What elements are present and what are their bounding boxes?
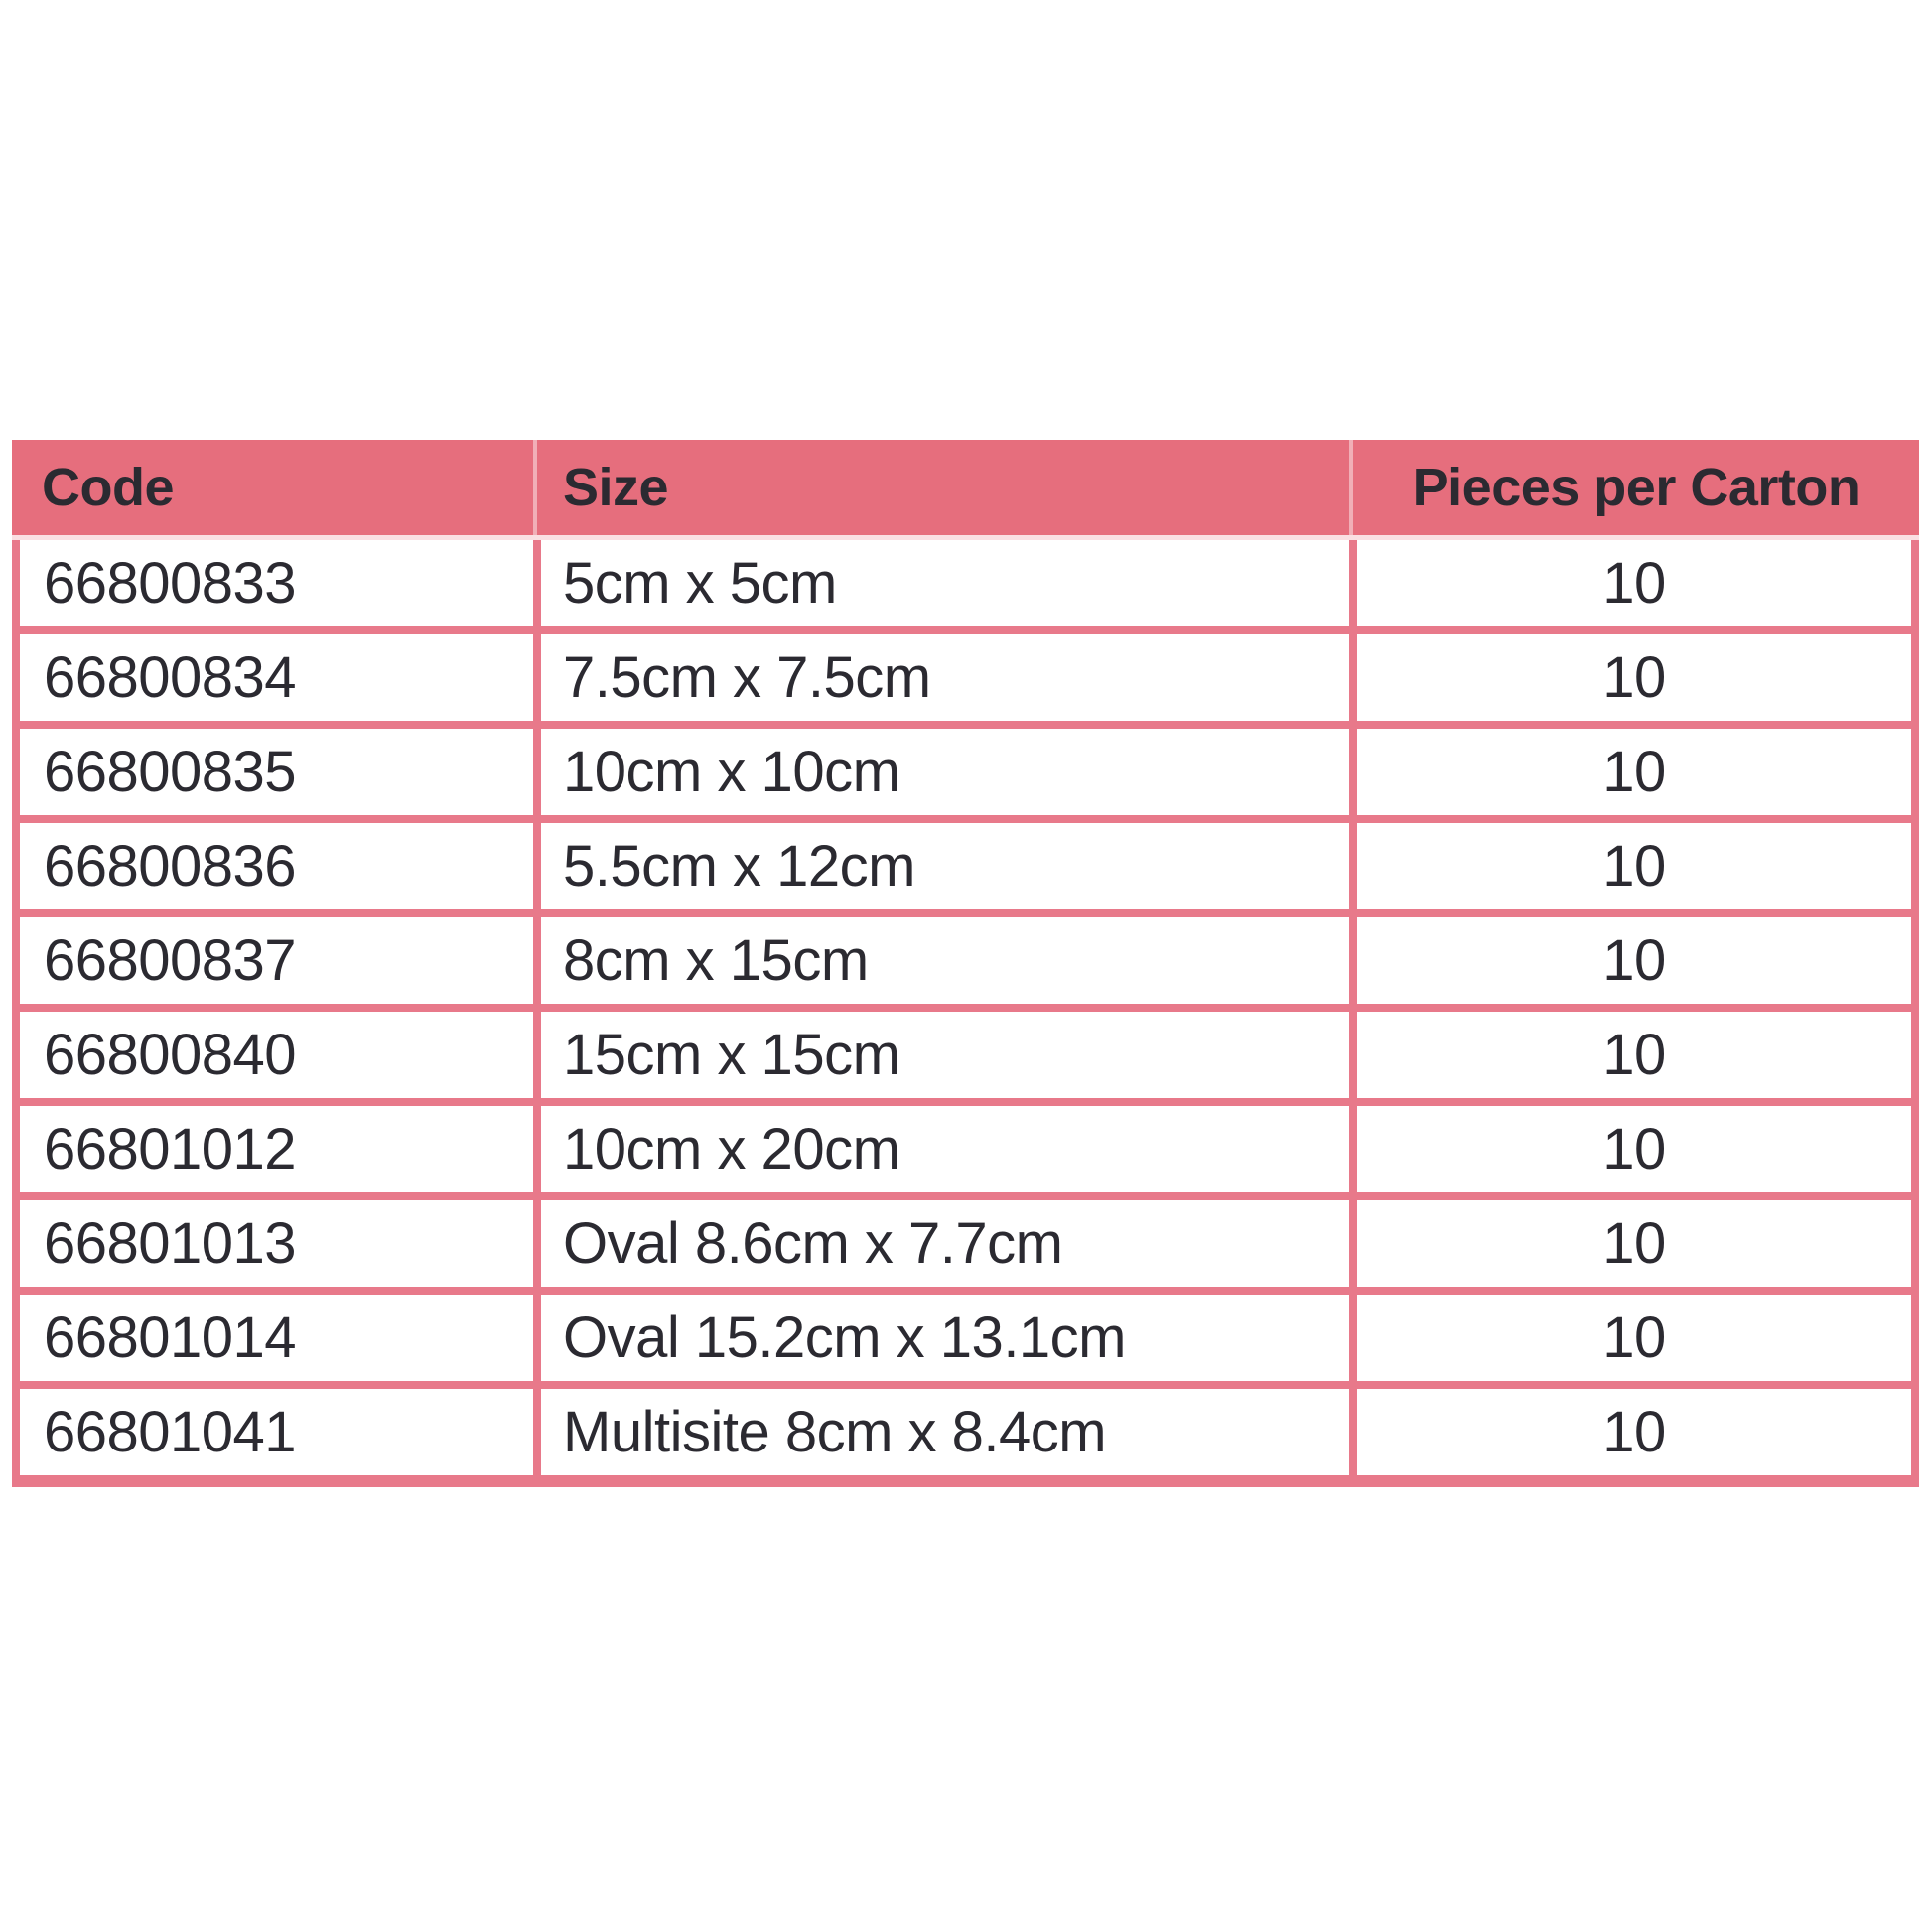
size-cell: 10cm x 10cm	[541, 729, 1349, 815]
code-cell: 66800833	[20, 540, 533, 626]
pieces-cell: 10	[1357, 1389, 1911, 1475]
header-code: Code	[42, 458, 174, 517]
pieces-cell: 10	[1357, 540, 1911, 626]
header-size: Size	[533, 440, 1349, 535]
code-cell: 66800840	[20, 1012, 533, 1098]
size-cell: Multisite 8cm x 8.4cm	[541, 1389, 1349, 1475]
pieces-cell: 10	[1357, 1295, 1911, 1381]
code-cell: 66801041	[20, 1389, 533, 1475]
code-cell: 66800836	[20, 823, 533, 909]
pieces-cell: 10	[1357, 917, 1911, 1004]
size-cell: 15cm x 15cm	[541, 1012, 1349, 1098]
size-cell: 7.5cm x 7.5cm	[541, 634, 1349, 721]
size-cell: 5cm x 5cm	[541, 540, 1349, 626]
size-cell: 10cm x 20cm	[541, 1106, 1349, 1192]
code-cell: 66801012	[20, 1106, 533, 1192]
table-header-row	[12, 440, 1919, 540]
code-cell: 66801013	[20, 1200, 533, 1287]
pieces-cell: 10	[1357, 1012, 1911, 1098]
size-cell: 5.5cm x 12cm	[541, 823, 1349, 909]
pieces-cell: 10	[1357, 1200, 1911, 1287]
code-cell: 66800835	[20, 729, 533, 815]
size-cell: Oval 15.2cm x 13.1cm	[541, 1295, 1349, 1381]
code-cell: 66801014	[20, 1295, 533, 1381]
pieces-cell: 10	[1357, 1106, 1911, 1192]
code-cell: 66800834	[20, 634, 533, 721]
pieces-cell: 10	[1357, 823, 1911, 909]
pieces-cell: 10	[1357, 634, 1911, 721]
size-cell: 8cm x 15cm	[541, 917, 1349, 1004]
pieces-cell: 10	[1357, 729, 1911, 815]
code-cell: 66800837	[20, 917, 533, 1004]
size-cell: Oval 8.6cm x 7.7cm	[541, 1200, 1349, 1287]
table-body	[12, 540, 1919, 1487]
header-pieces-per-carton: Pieces per Carton	[1349, 440, 1919, 535]
product-table	[12, 440, 1919, 1487]
